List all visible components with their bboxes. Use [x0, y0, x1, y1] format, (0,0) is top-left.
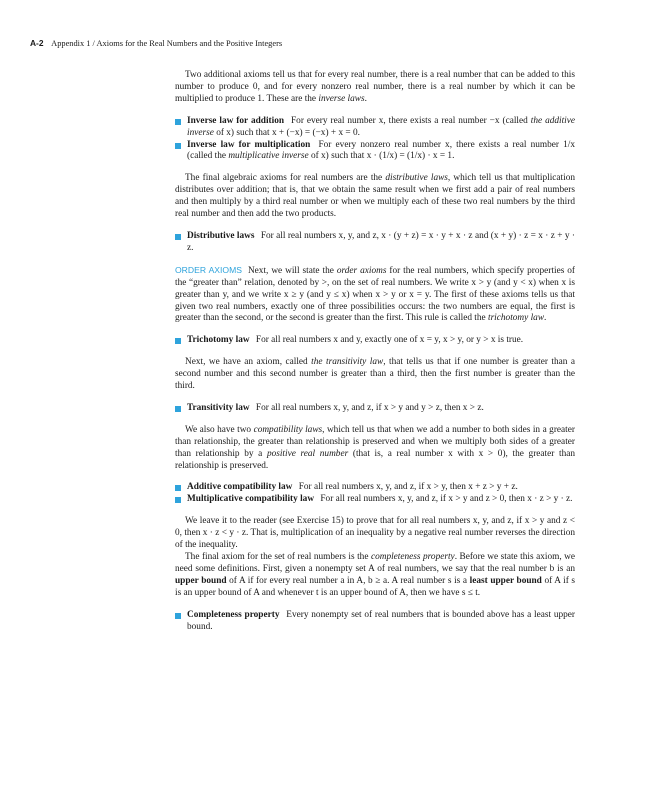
axiom-transitivity: Transitivity law For all real numbers x, y, and z, if x > y and y > z, then x > z.: [187, 403, 575, 415]
axiom-inverse-multiplication: Inverse law for multiplication For every nonzero real number x, there exists a real number 1/x (called the multiplicative inverse of x) such that x · (1/x) = (1/x) · x = 1.: [187, 140, 575, 164]
axiom-additive-compatibility: Additive compatibility law For all real numbers x, y, and z, if x > y, then x + z > y + z.: [187, 482, 575, 494]
axiom-multiplicative-compatibility: Multiplicative compatibility law For all real numbers x, y, and z, if x > y and z > 0, then x · z > y · z.: [187, 494, 575, 506]
bullet-icon: [175, 406, 181, 412]
axiom-distributive: Distributive laws For all real numbers x, y, and z, x · (y + z) = x · y + x · z and (x + y) · z = x · z + y · z.: [187, 231, 575, 255]
bullet-icon: [175, 613, 181, 619]
paragraph-inverse-intro: Two additional axioms tell us that for every real number, there is a real number that can be added to this number to produce 0, and for every nonzero real number, there is a real number by which it can be multiplied to produce 1. These are the inverse laws.: [175, 70, 575, 104]
paragraph-completeness-intro: The final axiom for the set of real numbers is the completeness property. Before we state this axiom, we need some definitions. First, given a nonempty set A of real numbers, we say that the real number b is an upper bound of A if for every real number a in A, b ≥ a. A real number s is a least upper bound of A if s is an upper bound of A and whenever t is an upper bound of A, then we have s ≤ t.: [175, 552, 576, 598]
paragraph-compatibility-intro: We also have two compatibility laws, which tell us that when we add a number to both sides in a greater than relationship, the greater than relationship is preserved and when we multiply both sides of a greater than relationship by a positive real number (that is, a real number x with x > 0), the greater than relationship is preserved.: [175, 424, 576, 471]
axiom-inverse-addition: Inverse law for addition For every real number x, there exists a real number −x (called the additive inverse of x) such that x + (−x) = (−x) + x = 0.: [187, 116, 575, 140]
body-text: [175, 70, 575, 633]
paragraph-negative-multiplication: We leave it to the reader (see Exercise 15) to prove that for all real numbers x, y, and z, if x > y and z < 0, then x · z < y · z. That is, multiplication of an inequality by a negative real number reverses the direction of the inequality.: [175, 516, 575, 551]
bullet-icon: [175, 234, 181, 240]
bullet-icon: [175, 338, 181, 344]
running-title: Appendix 1 / Axioms for the Real Numbers and the Positive Integers: [51, 39, 283, 48]
paragraph-distributive-intro: The final algebraic axioms for real numbers are the distributive laws, which tell us that multiplication distributes over addition; that is, that we obtain the same result when we first add a pair of real numbers and then multiply by a third real number or when we multiply each of these two real numbers by the third real number and then add the two products.: [175, 173, 576, 220]
paragraph-order-axioms: ORDER AXIOMS Next, we will state the order axioms for the real numbers, which specify properties of the “greater than” relation, denoted by >, on the set of real numbers. We write x > y (and y < x) when x is greater than y, and we write x ≥ y (and y ≤ x) when x > y or x = y. The first of these axioms tells us that given two real numbers, exactly one of three possibilities occurs: the two numbers are equal, the first is greater than the second, or the second is greater than the first. This rule is called the trichotomy law.: [175, 264, 576, 324]
section-heading-order-axioms: ORDER AXIOMS: [175, 264, 243, 275]
axiom-trichotomy: Trichotomy law For all real numbers x and y, exactly one of x = y, x > y, or y > x is true.: [187, 335, 575, 347]
page-number: A-2: [30, 38, 44, 48]
running-head: [30, 38, 282, 48]
bullet-icon: [175, 119, 181, 125]
paragraph-transitivity-intro: Next, we have an axiom, called the transitivity law, that tells us that if one number is greater than a second number and this second number is greater than a third, then the first number is greater than the third.: [175, 357, 576, 392]
bullet-icon: [175, 485, 181, 491]
axiom-completeness: Completeness property Every nonempty set of real numbers that is bounded above has a least upper bound.: [187, 610, 575, 634]
bullet-icon: [175, 143, 181, 149]
bullet-icon: [175, 497, 181, 503]
